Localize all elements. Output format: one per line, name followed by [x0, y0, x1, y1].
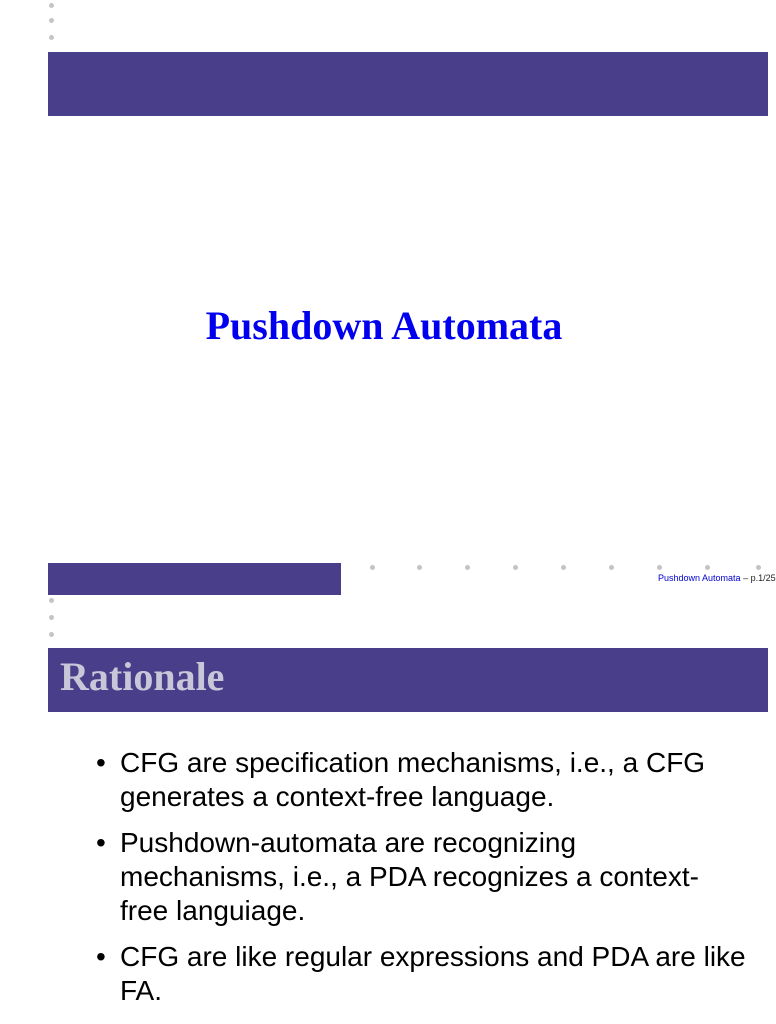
nav-dot[interactable] [49, 35, 54, 40]
footer-page-label [658, 573, 776, 583]
bullet-text: CFG are like regular expressions and PDA are like FA. [120, 941, 746, 1006]
bullet-icon: • [96, 747, 106, 778]
nav-dot[interactable] [49, 18, 54, 23]
nav-dot[interactable] [370, 565, 375, 570]
footer-page-number: p.1/25 [750, 573, 776, 583]
nav-dot[interactable] [513, 565, 518, 570]
nav-dot[interactable] [561, 565, 566, 570]
slide-heading: Rationale [60, 654, 225, 699]
nav-dot[interactable] [705, 565, 710, 570]
nav-dot[interactable] [756, 565, 761, 570]
nav-dot[interactable] [49, 632, 54, 637]
bullet-icon: • [96, 941, 106, 972]
nav-dot[interactable] [465, 565, 470, 570]
nav-dot[interactable] [49, 598, 54, 603]
bullet-list [96, 746, 746, 1020]
list-item [96, 826, 746, 928]
list-item [96, 940, 746, 1008]
list-item [96, 746, 746, 814]
bullet-text: CFG are specification mechanisms, i.e., a CFG generates a context-free language. [120, 747, 706, 812]
rationale-slide [0, 596, 768, 1024]
nav-dot[interactable] [417, 565, 422, 570]
nav-dot[interactable] [49, 3, 54, 8]
nav-dot[interactable] [49, 615, 54, 620]
header-bar [48, 52, 768, 116]
bullet-text: Pushdown-automata are recognizing mechanisms, i.e., a PDA recognizes a context-free languiage. [120, 827, 699, 926]
footer-bar [48, 563, 341, 595]
bullet-icon: • [96, 827, 106, 858]
slide-title: Pushdown Automata [205, 303, 563, 348]
footer-separator: – [740, 573, 751, 583]
nav-dot[interactable] [657, 565, 662, 570]
nav-dot[interactable] [609, 565, 614, 570]
section-navigation-dots[interactable] [360, 565, 768, 571]
footer-title-link[interactable]: Pushdown Automata [658, 573, 741, 583]
